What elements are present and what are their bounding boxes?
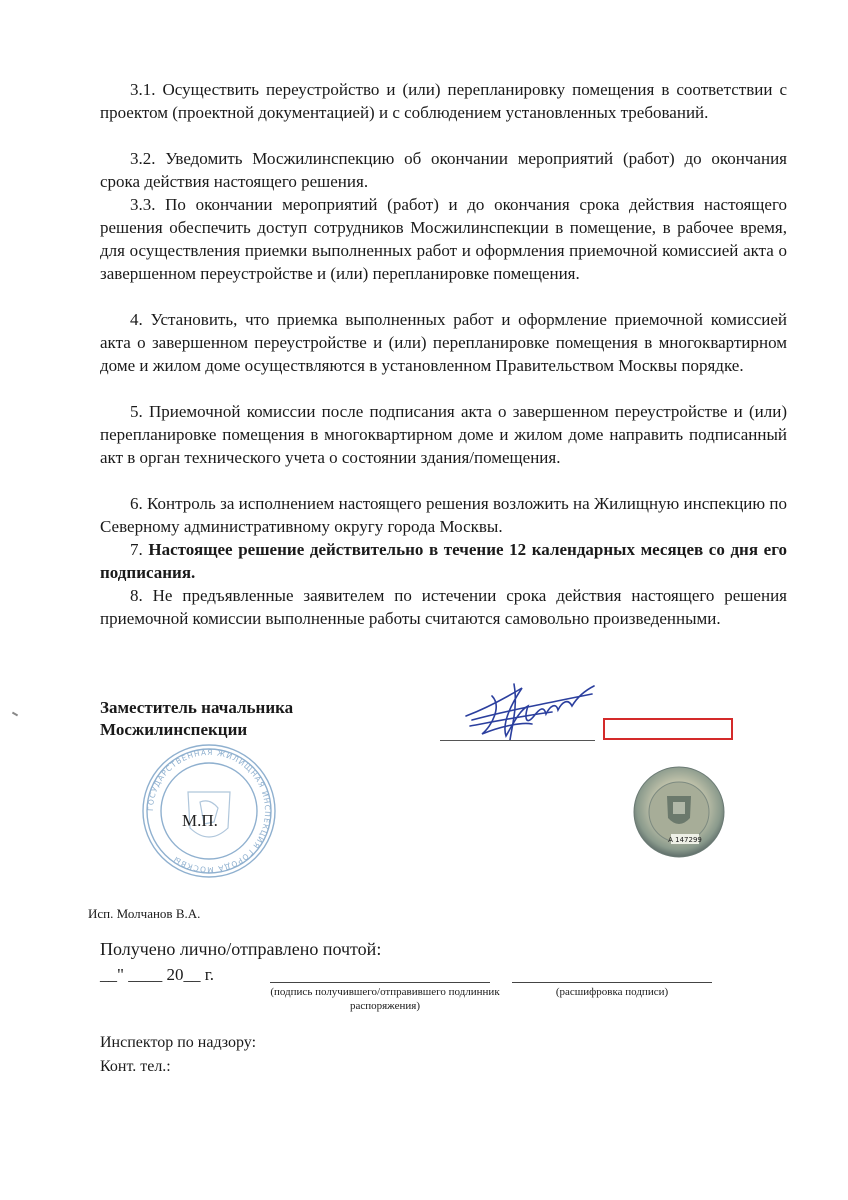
paragraph-3-2: 3.2. Уведомить Мосжилинспекцию об окончании мероприятий (работ) до окончания срока действия настоящего решения. (100, 149, 787, 191)
mp-label: М.П. (182, 811, 218, 830)
hologram-number: А 147299 (668, 836, 702, 844)
executor-note: Исп. Молчанов В.А. (88, 906, 201, 921)
paragraph-6: 6. Контроль за исполнением настоящего решения возложить на Жилищную инспекцию по Северному административному округу города Москвы. (100, 494, 787, 536)
receipt-date-template: __" ____ 20__ г. (100, 965, 214, 984)
paragraph-3-1: 3.1. Осуществить переустройство и (или) перепланировку помещения в соответствии с проектом (проектной документацией) и с соблюдением установленных требований. (100, 80, 787, 122)
seal-ring-text: ГОСУДАРСТВЕННАЯ ЖИЛИЩНАЯ ИНСПЕКЦИЯ ГОРОДА МОСКВЫ (145, 747, 273, 875)
receipt-title: Получено лично/отправлено почтой: (100, 939, 382, 959)
name-field-caption: (расшифровка подписи) (555, 986, 669, 998)
signatory-title (100, 697, 293, 741)
paragraph-5: 5. Приемочной комиссии после подписания акта о завершенном переустройстве и (или) перепланировке помещения в многоквартирном доме и жилом доме направить подписанный акт в орган технического учета о состоянии здания/помещения. (100, 402, 787, 467)
paragraph-7-number: 7. (130, 540, 149, 559)
margin-mark (12, 712, 18, 717)
paragraph-4: 4. Установить, что приемка выполненных работ и оформление приемочной комиссией акта о завершенном переустройстве и (или) перепланировке помещения в многоквартирном доме и жилом доме осуществляются в установленном Правительством Москвы порядке. (100, 310, 787, 375)
paragraph-7-bold: Настоящее решение действительно в течение 12 календарных месяцев со дня его подписания. (100, 540, 787, 582)
redacted-name-box (603, 718, 733, 740)
hologram-sticker (633, 766, 725, 858)
inspector-label: Инспектор по надзору: (100, 1034, 257, 1051)
signature-line (440, 740, 595, 741)
paragraph-7 (100, 538, 787, 584)
signature-field-caption: (подпись получившего/отправившего подлинник распоряжения) (270, 986, 500, 1012)
signature-field-line (270, 982, 490, 983)
signatory-line-1: Заместитель начальника (100, 698, 294, 717)
handwritten-signature (462, 676, 597, 744)
signatory-line-2: Мосжилинспекции (100, 720, 248, 739)
phone-label: Конт. тел.: (100, 1058, 171, 1075)
paragraph-8: 8. Не предъявленные заявителем по истечении срока действия настоящего решения приемочной комиссии выполненные работы считаются самовольно произведенными. (100, 586, 787, 628)
name-field-line (512, 982, 712, 983)
paragraph-3-3: 3.3. По окончании мероприятий (работ) и до окончания срока действия настоящего решения обеспечить доступ сотрудников Мосжилинспекции в помещение, в рабочее время, для осуществления приемки выполненных работ и оформления приемочной комиссией акта о завершенном переустройстве и (или) перепланировке помещения. (100, 195, 787, 283)
